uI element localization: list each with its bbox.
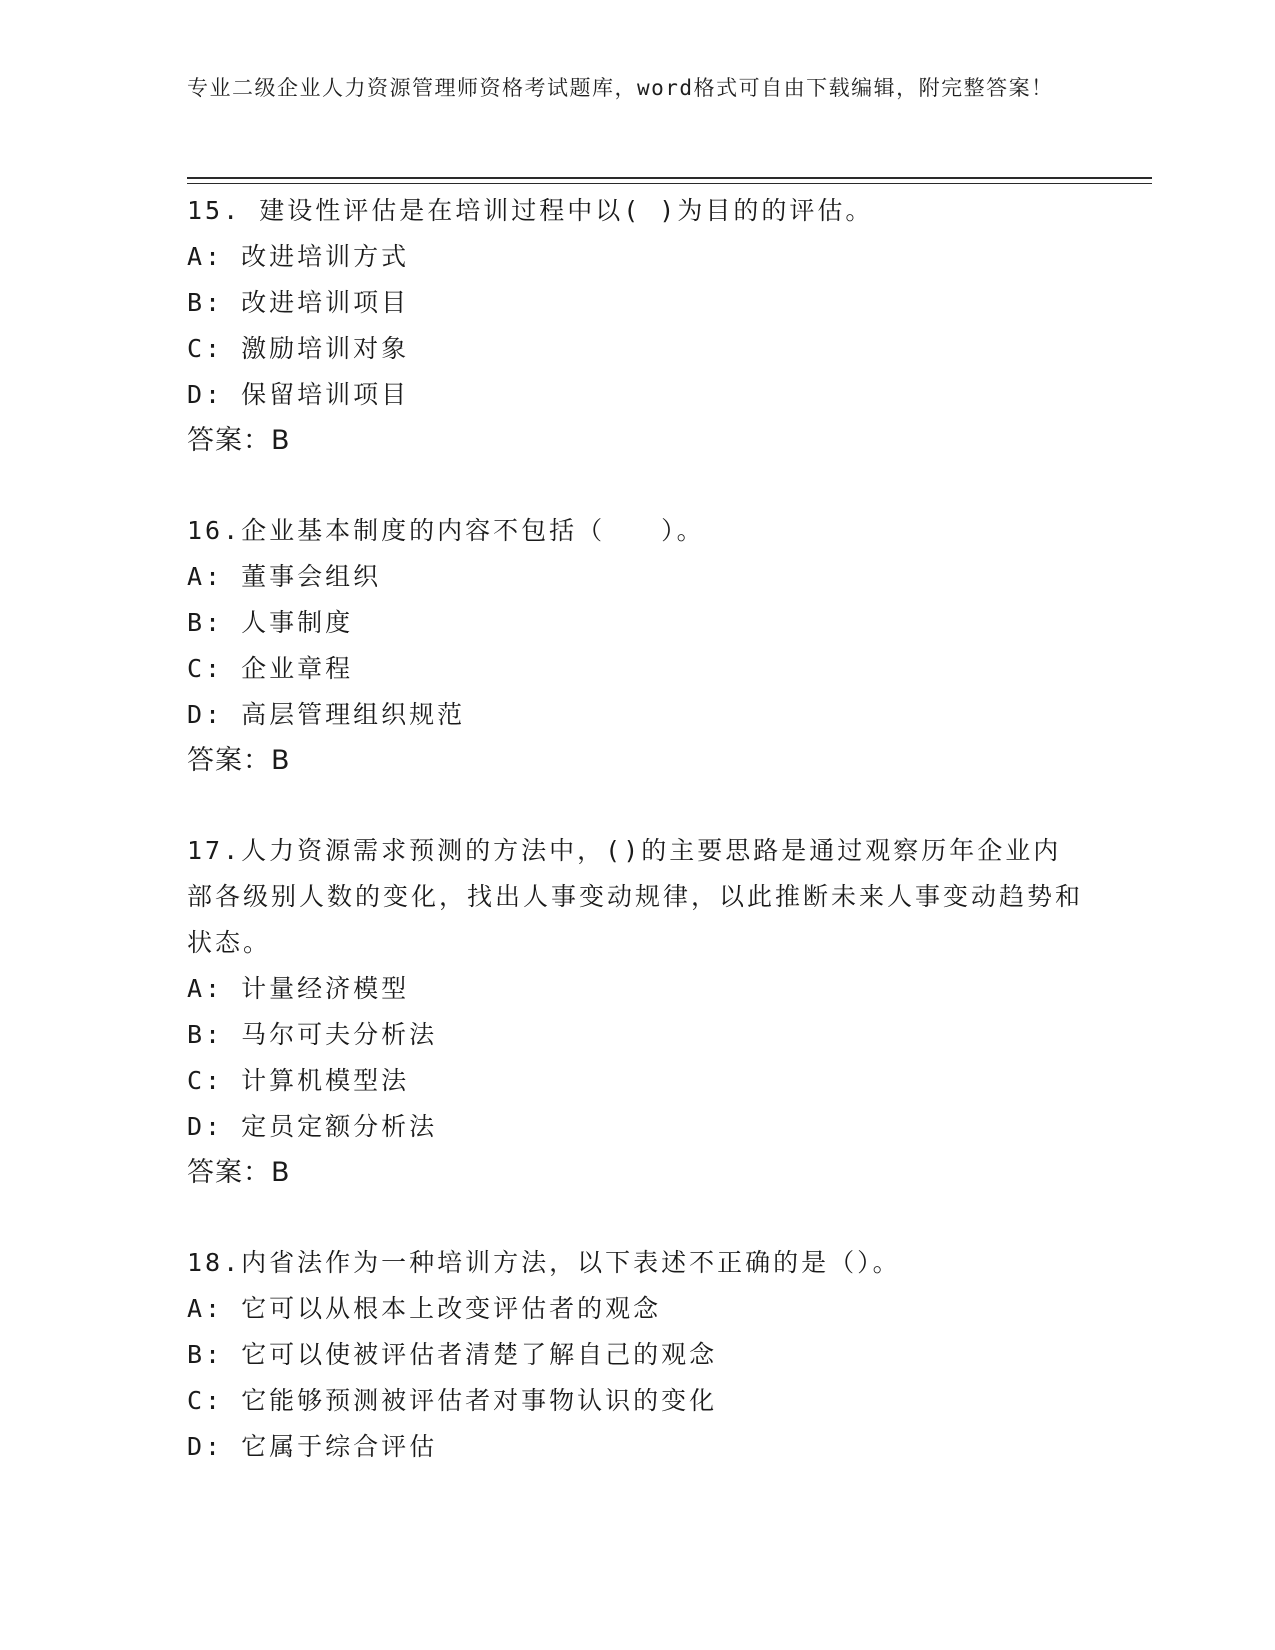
option-a: A: 计量经济模型 [187,974,410,1003]
question-stem: 18.内省法作为一种培训方法，以下表述不正确的是（）。 [187,1248,901,1277]
option-a: A: 它可以从根本上改变评估者的观念 [187,1294,662,1323]
question-18 [187,1240,1087,1470]
option-c: C: 企业章程 [187,654,354,683]
answer-line: 答案：B [187,745,291,776]
question-16 [187,508,1087,784]
option-d: D: 保留培训项目 [187,380,410,409]
answer-line: 答案：B [187,1157,291,1188]
option-d: D: 它属于综合评估 [187,1432,438,1461]
option-c: C: 激励培训对象 [187,334,410,363]
answer-line: 答案：B [187,425,291,456]
option-a: A: 董事会组织 [187,562,382,591]
question-list [187,188,1087,1514]
option-b: B: 它可以使被评估者清楚了解自己的观念 [187,1340,718,1369]
question-stem: 17.人力资源需求预测的方法中，()的主要思路是通过观察历年企业内部各级别人数的变化，找出人事变动规律，以此推断未来人事变动趋势和状态。 [187,836,1084,957]
option-a: A: 改进培训方式 [187,242,410,271]
header-intro-text: 专业二级企业人力资源管理师资格考试题库，word格式可自由下载编辑，附完整答案！ [187,76,1054,100]
question-stem: 16.企业基本制度的内容不包括（ ）。 [187,516,705,545]
option-c: C: 它能够预测被评估者对事物认识的变化 [187,1386,718,1415]
option-d: D: 高层管理组织规范 [187,700,466,729]
document-header [187,72,1087,105]
option-b: B: 马尔可夫分析法 [187,1020,438,1049]
option-b: B: 人事制度 [187,608,354,637]
question-17 [187,828,1087,1196]
question-15 [187,188,1087,464]
option-b: B: 改进培训项目 [187,288,410,317]
question-stem: 15. 建设性评估是在培训过程中以( )为目的的评估。 [187,196,874,225]
option-c: C: 计算机模型法 [187,1066,410,1095]
option-d: D: 定员定额分析法 [187,1112,438,1141]
header-divider [187,177,1152,184]
